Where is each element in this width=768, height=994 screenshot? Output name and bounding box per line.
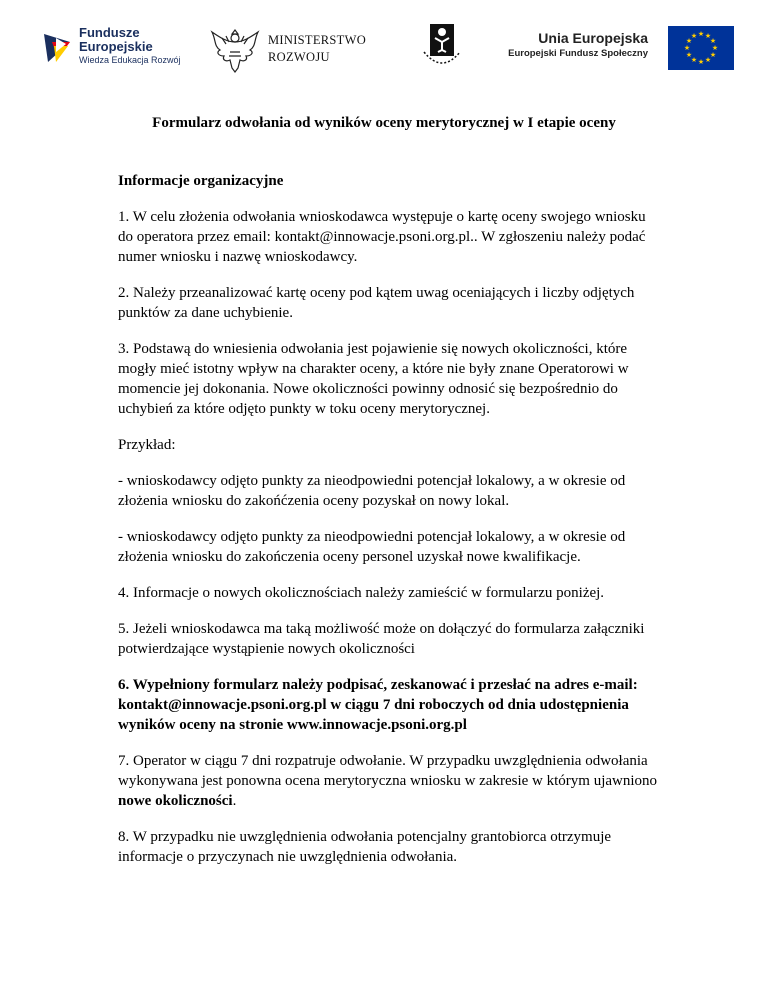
svg-text:★: ★ [704, 32, 712, 40]
svg-text:★: ★ [697, 58, 705, 66]
paragraph-1: 1. W celu złożenia odwołania wnioskodawca występuje o kartę oceny swojego wniosku do operatora przez email: kontakt@innowacje.psoni.org.pl.. W zgłoszeniu należy podać numer wniosku i nazwę wnioskodawcy. [118, 209, 646, 265]
svg-text:★: ★ [683, 44, 691, 52]
eagle-emblem-icon [208, 22, 262, 76]
psoni-logo [416, 22, 468, 74]
paragraph-7-text: 7. Operator w ciągu 7 dni rozpatruje odwołanie. W przypadku uwzględnienia odwołania wykonywana jest ponowna ocena merytoryczna wniosku w zakresie w którym ujawniono [118, 753, 658, 789]
svg-text:★: ★ [690, 32, 698, 40]
paragraph-7 [118, 751, 658, 811]
fundusze-europejskie-logo [42, 26, 212, 70]
paragraph-2: 2. Należy przeanalizować kartę oceny pod kątem uwag oceniających i liczby odjętych punktów za dane uchybienie. [118, 285, 635, 321]
fe-logo-line2: Europejskie [79, 39, 153, 54]
paragraph-3: 3. Podstawą do wniesienia odwołania jest pojawienie się nowych okoliczności, które mogły mieć istotny wpływ na charakter oceny, a które nie były znane Operatorowi w momencie jej dokonania. Nowe okoliczności powinny odnosić się bezpośrednio do uchybień za które odjęto punkty w toku oceny merytorycznej. [118, 341, 629, 417]
document-title: Formularz odwołania od wyników oceny merytorycznej w I etapie oceny [152, 115, 616, 131]
svg-text:★: ★ [690, 56, 698, 64]
svg-text:★: ★ [704, 56, 712, 64]
paragraph-8: 8. W przypadku nie uwzględnienia odwołania potencjalny grantobiorca otrzymuje informacje o przyczynach nie uwzględnienia odwołania. [118, 829, 612, 865]
example-label: Przykład: [118, 437, 176, 453]
psoni-logo-icon [416, 22, 468, 74]
svg-text:★: ★ [709, 37, 717, 45]
ministry-logo [208, 22, 378, 76]
section-heading: Informacje organizacyjne [118, 173, 284, 189]
ministry-line1: MINISTERSTWO [268, 33, 367, 47]
svg-text:★: ★ [711, 44, 719, 52]
paragraph-7-end: . [232, 793, 237, 809]
unia-europejska-logo [506, 26, 734, 70]
svg-text:★: ★ [709, 51, 717, 59]
example-2: - wnioskodawcy odjęto punkty za nieodpowiedni potencjał lokalowy, a w okresie od złożenia wniosku do zakończenia oceny personel uzyskał nowe kwalifikacje. [118, 529, 626, 565]
ue-logo-line1: Unia Europejska [538, 30, 648, 46]
svg-text:★: ★ [697, 30, 705, 38]
paragraph-5: 5. Jeżeli wnioskodawca ma taką możliwość może on dołączyć do formularza załączniki potwierdzające wystąpienie nowych okoliczności [118, 621, 645, 657]
svg-text:★: ★ [685, 51, 693, 59]
svg-text:★: ★ [685, 37, 693, 45]
paragraph-7-bold: nowe okoliczności [118, 793, 233, 809]
paragraph-6: 6. Wypełniony formularz należy podpisać, zeskanować i przesłać na adres e-mail: kontakt@innowacje.psoni.org.pl w ciągu 7 dni roboczych od dnia udostępnienia wyników oceny na stronie www.innowacje.psoni.org.pl [118, 677, 638, 733]
example-1: - wnioskodawcy odjęto punkty za nieodpowiedni potencjał lokalowy, a w okresie od złożenia wniosku do zakońćzenia oceny pozyskał on nowy lokal. [118, 473, 626, 509]
ministry-line2: ROZWOJU [268, 50, 330, 64]
paragraph-4: 4. Informacje o nowych okolicznościach należy zamieścić w formularzu poniżej. [118, 585, 605, 601]
ue-logo-line2: Europejski Fundusz Społeczny [508, 48, 648, 59]
fe-star-icon [42, 28, 76, 66]
fe-logo-line1: Fundusze [79, 25, 140, 40]
fe-logo-line3: Wiedza Edukacja Rozwój [79, 55, 181, 65]
eu-flag-icon [668, 26, 734, 70]
document-body [118, 171, 658, 883]
